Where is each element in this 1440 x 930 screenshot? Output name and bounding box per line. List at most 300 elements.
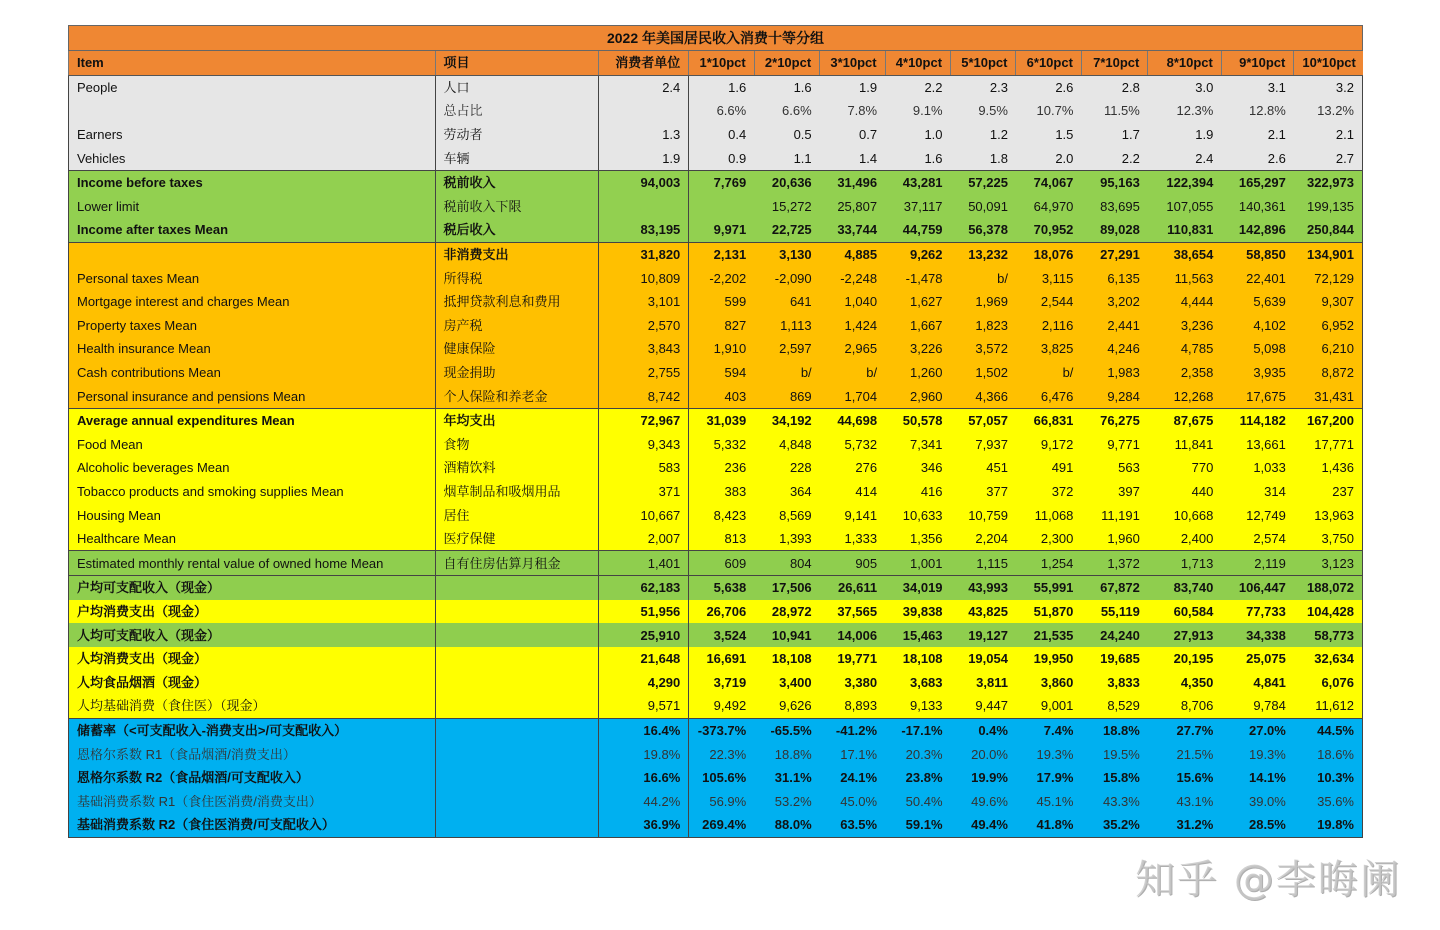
item-label-en: Healthcare Mean <box>69 527 436 551</box>
value-decile-4: 43,281 <box>885 170 950 194</box>
value-decile-3: 44,698 <box>820 408 885 432</box>
value-decile-4: 15,463 <box>885 623 950 647</box>
column-header: 5*10pct <box>951 51 1016 76</box>
value-decile-3: 2,965 <box>820 337 885 361</box>
column-header: 4*10pct <box>885 51 950 76</box>
value-decile-1: 1,910 <box>689 337 754 361</box>
item-label-zh: 现金捐助 <box>435 361 598 385</box>
value-decile-9: 2,574 <box>1221 527 1294 551</box>
item-label-zh <box>435 694 598 718</box>
value-decile-2: b/ <box>754 361 819 385</box>
value-decile-6: 17.9% <box>1016 766 1081 790</box>
table-row <box>69 789 1363 813</box>
item-label-en: Personal insurance and pensions Mean <box>69 384 436 408</box>
value-decile-5: 56,378 <box>951 218 1016 242</box>
table-row <box>69 123 1363 147</box>
value-decile-3: 905 <box>820 551 885 576</box>
value-decile-5: b/ <box>951 266 1016 290</box>
table-row <box>69 576 1363 600</box>
item-label-en: Vehicles <box>69 146 436 170</box>
item-label-en: Housing Mean <box>69 503 436 527</box>
item-label-zh: 个人保险和养老金 <box>435 384 598 408</box>
value-decile-2: 0.5 <box>754 123 819 147</box>
value-decile-9: 1,033 <box>1221 456 1294 480</box>
table-row <box>69 170 1363 194</box>
item-label-en <box>69 99 436 123</box>
value-decile-9: 12,749 <box>1221 503 1294 527</box>
value-decile-9: 39.0% <box>1221 789 1294 813</box>
value-decile-1: 813 <box>689 527 754 551</box>
table-row <box>69 551 1363 576</box>
column-header: Item <box>69 51 436 76</box>
value-decile-3: 4,885 <box>820 242 885 266</box>
value-decile-8: 10,668 <box>1148 503 1222 527</box>
column-header: 1*10pct <box>689 51 754 76</box>
value-decile-8: 43.1% <box>1148 789 1222 813</box>
value-decile-8: 11,563 <box>1148 266 1222 290</box>
value-all-units: 31,820 <box>598 242 689 266</box>
value-decile-1: 403 <box>689 384 754 408</box>
value-decile-1: 31,039 <box>689 408 754 432</box>
value-decile-10: 44.5% <box>1294 718 1363 742</box>
item-label-en: Income after taxes Mean <box>69 218 436 242</box>
value-decile-9: 27.0% <box>1221 718 1294 742</box>
table-row <box>69 813 1363 837</box>
value-decile-9: 58,850 <box>1221 242 1294 266</box>
item-label-zh: 健康保险 <box>435 337 598 361</box>
value-decile-1: 383 <box>689 480 754 504</box>
value-decile-3: b/ <box>820 361 885 385</box>
table-row <box>69 694 1363 718</box>
value-decile-9: 13,661 <box>1221 433 1294 457</box>
value-decile-2: 8,569 <box>754 503 819 527</box>
value-decile-7: 2,441 <box>1081 314 1147 338</box>
table-row <box>69 266 1363 290</box>
value-all-units: 3,843 <box>598 337 689 361</box>
value-decile-2: 53.2% <box>754 789 819 813</box>
value-decile-4: 1,356 <box>885 527 950 551</box>
value-decile-2: 1.6 <box>754 75 819 99</box>
value-decile-5: 1,502 <box>951 361 1016 385</box>
value-decile-4: 416 <box>885 480 950 504</box>
value-decile-4: 50.4% <box>885 789 950 813</box>
value-decile-8: 2,400 <box>1148 527 1222 551</box>
value-all-units: 1.9 <box>598 146 689 170</box>
value-decile-6: 2,300 <box>1016 527 1081 551</box>
value-decile-3: 9,141 <box>820 503 885 527</box>
value-decile-3: 63.5% <box>820 813 885 837</box>
item-label-en: 储蓄率（<可支配收入-消费支出>/可支配收入） <box>69 718 436 742</box>
item-label-zh <box>435 789 598 813</box>
value-decile-4: 10,633 <box>885 503 950 527</box>
item-label-en: 恩格尔系数 R1（食品烟酒/消费支出） <box>69 742 436 766</box>
value-decile-10: 58,773 <box>1294 623 1363 647</box>
value-decile-4: 1,627 <box>885 290 950 314</box>
value-all-units: 2,755 <box>598 361 689 385</box>
value-decile-2: 804 <box>754 551 819 576</box>
value-decile-6: 1.5 <box>1016 123 1081 147</box>
value-decile-4: 20.3% <box>885 742 950 766</box>
column-header: 10*10pct <box>1294 51 1363 76</box>
value-decile-1: 16,691 <box>689 647 754 671</box>
value-decile-10: 167,200 <box>1294 408 1363 432</box>
value-decile-1: 56.9% <box>689 789 754 813</box>
value-decile-7: 89,028 <box>1081 218 1147 242</box>
item-label-en: Tobacco products and smoking supplies Mean <box>69 480 436 504</box>
value-decile-8: 107,055 <box>1148 195 1222 219</box>
value-decile-4: 1,260 <box>885 361 950 385</box>
value-decile-7: 1.7 <box>1081 123 1147 147</box>
value-decile-5: 19,054 <box>951 647 1016 671</box>
value-decile-8: 110,831 <box>1148 218 1222 242</box>
value-all-units <box>598 195 689 219</box>
value-decile-6: 2.6 <box>1016 75 1081 99</box>
value-decile-5: 7,937 <box>951 433 1016 457</box>
value-decile-10: 17,771 <box>1294 433 1363 457</box>
value-decile-3: 1,040 <box>820 290 885 314</box>
value-decile-9: 25,075 <box>1221 647 1294 671</box>
value-decile-3: 45.0% <box>820 789 885 813</box>
value-decile-10: 8,872 <box>1294 361 1363 385</box>
value-decile-2: 4,848 <box>754 433 819 457</box>
value-decile-3: 31,496 <box>820 170 885 194</box>
value-decile-8: 12.3% <box>1148 99 1222 123</box>
item-label-zh <box>435 576 598 600</box>
value-decile-9: 9,784 <box>1221 694 1294 718</box>
value-decile-5: 4,366 <box>951 384 1016 408</box>
table-row <box>69 361 1363 385</box>
table-row <box>69 75 1363 99</box>
value-all-units <box>598 99 689 123</box>
value-decile-8: 122,394 <box>1148 170 1222 194</box>
table-row <box>69 99 1363 123</box>
value-decile-7: 9,771 <box>1081 433 1147 457</box>
value-decile-1: 0.4 <box>689 123 754 147</box>
value-decile-6: 9,172 <box>1016 433 1081 457</box>
value-decile-9: 12.8% <box>1221 99 1294 123</box>
value-decile-1: 22.3% <box>689 742 754 766</box>
value-decile-2: 31.1% <box>754 766 819 790</box>
value-decile-4: 1,001 <box>885 551 950 576</box>
value-all-units: 36.9% <box>598 813 689 837</box>
value-decile-2: 17,506 <box>754 576 819 600</box>
value-decile-10: 322,973 <box>1294 170 1363 194</box>
item-label-zh: 酒精饮料 <box>435 456 598 480</box>
value-decile-4: 3,683 <box>885 670 950 694</box>
item-label-zh: 人口 <box>435 75 598 99</box>
value-all-units: 25,910 <box>598 623 689 647</box>
value-decile-7: 11,191 <box>1081 503 1147 527</box>
item-label-zh: 税前收入 <box>435 170 598 194</box>
value-decile-7: 24,240 <box>1081 623 1147 647</box>
value-decile-3: 1.9 <box>820 75 885 99</box>
value-decile-1 <box>689 195 754 219</box>
table-row <box>69 314 1363 338</box>
value-decile-9: 106,447 <box>1221 576 1294 600</box>
value-decile-10: 11,612 <box>1294 694 1363 718</box>
column-header: 8*10pct <box>1148 51 1222 76</box>
value-decile-8: 4,350 <box>1148 670 1222 694</box>
table-row <box>69 670 1363 694</box>
value-decile-9: 5,639 <box>1221 290 1294 314</box>
value-decile-7: 76,275 <box>1081 408 1147 432</box>
value-decile-9: 34,338 <box>1221 623 1294 647</box>
value-decile-5: 43,825 <box>951 600 1016 624</box>
value-decile-2: 15,272 <box>754 195 819 219</box>
value-decile-2: 3,130 <box>754 242 819 266</box>
value-decile-10: 35.6% <box>1294 789 1363 813</box>
value-all-units: 2,570 <box>598 314 689 338</box>
value-all-units: 19.8% <box>598 742 689 766</box>
value-decile-1: -2,202 <box>689 266 754 290</box>
value-decile-2: 2,597 <box>754 337 819 361</box>
item-label-en: Cash contributions Mean <box>69 361 436 385</box>
value-decile-8: 27,913 <box>1148 623 1222 647</box>
value-decile-6: 6,476 <box>1016 384 1081 408</box>
value-decile-8: 15.6% <box>1148 766 1222 790</box>
value-decile-9: 4,102 <box>1221 314 1294 338</box>
column-header-row <box>69 51 1363 76</box>
value-all-units: 10,667 <box>598 503 689 527</box>
value-decile-10: 104,428 <box>1294 600 1363 624</box>
item-label-zh: 所得税 <box>435 266 598 290</box>
item-label-zh <box>435 718 598 742</box>
value-decile-8: 2,358 <box>1148 361 1222 385</box>
value-decile-5: 377 <box>951 480 1016 504</box>
value-decile-3: 26,611 <box>820 576 885 600</box>
value-decile-8: 27.7% <box>1148 718 1222 742</box>
value-decile-8: 2.4 <box>1148 146 1222 170</box>
value-decile-1: 594 <box>689 361 754 385</box>
value-decile-7: 15.8% <box>1081 766 1147 790</box>
value-decile-8: 3,236 <box>1148 314 1222 338</box>
value-decile-6: b/ <box>1016 361 1081 385</box>
value-decile-7: 8,529 <box>1081 694 1147 718</box>
value-decile-4: 9,262 <box>885 242 950 266</box>
table-row <box>69 623 1363 647</box>
value-decile-1: 2,131 <box>689 242 754 266</box>
table-row <box>69 503 1363 527</box>
value-decile-7: 55,119 <box>1081 600 1147 624</box>
value-decile-2: 18,108 <box>754 647 819 671</box>
value-decile-9: 17,675 <box>1221 384 1294 408</box>
value-decile-1: 236 <box>689 456 754 480</box>
value-decile-1: 8,423 <box>689 503 754 527</box>
value-decile-6: 3,115 <box>1016 266 1081 290</box>
value-decile-4: 23.8% <box>885 766 950 790</box>
value-decile-5: 0.4% <box>951 718 1016 742</box>
value-decile-4: 7,341 <box>885 433 950 457</box>
item-label-en: 基础消费系数 R1（食住医消费/消费支出） <box>69 789 436 813</box>
item-label-en: Property taxes Mean <box>69 314 436 338</box>
value-decile-9: 2,119 <box>1221 551 1294 576</box>
value-decile-9: 140,361 <box>1221 195 1294 219</box>
item-label-zh <box>435 813 598 837</box>
table-row <box>69 718 1363 742</box>
value-decile-9: 3.1 <box>1221 75 1294 99</box>
column-header: 7*10pct <box>1081 51 1147 76</box>
value-decile-5: 3,811 <box>951 670 1016 694</box>
item-label-zh <box>435 600 598 624</box>
value-decile-9: 114,182 <box>1221 408 1294 432</box>
value-decile-3: 24.1% <box>820 766 885 790</box>
value-decile-10: 3.2 <box>1294 75 1363 99</box>
value-decile-10: 2.1 <box>1294 123 1363 147</box>
table-row <box>69 218 1363 242</box>
value-decile-7: 43.3% <box>1081 789 1147 813</box>
value-decile-6: 51,870 <box>1016 600 1081 624</box>
value-decile-8: 440 <box>1148 480 1222 504</box>
value-decile-1: 599 <box>689 290 754 314</box>
value-decile-5: 9.5% <box>951 99 1016 123</box>
value-decile-7: 83,695 <box>1081 195 1147 219</box>
value-decile-3: 1,333 <box>820 527 885 551</box>
value-decile-3: 414 <box>820 480 885 504</box>
value-decile-1: 827 <box>689 314 754 338</box>
value-decile-6: 11,068 <box>1016 503 1081 527</box>
value-decile-7: 9,284 <box>1081 384 1147 408</box>
value-decile-1: 9,492 <box>689 694 754 718</box>
value-decile-7: 2.2 <box>1081 146 1147 170</box>
value-decile-5: 3,572 <box>951 337 1016 361</box>
value-decile-6: 18,076 <box>1016 242 1081 266</box>
value-decile-1: 3,719 <box>689 670 754 694</box>
table-row <box>69 337 1363 361</box>
value-decile-6: 9,001 <box>1016 694 1081 718</box>
value-decile-2: 641 <box>754 290 819 314</box>
value-decile-2: 34,192 <box>754 408 819 432</box>
table-row <box>69 195 1363 219</box>
value-decile-5: 1,823 <box>951 314 1016 338</box>
value-decile-7: 67,872 <box>1081 576 1147 600</box>
value-decile-8: 87,675 <box>1148 408 1222 432</box>
value-decile-5: 43,993 <box>951 576 1016 600</box>
table-row <box>69 290 1363 314</box>
table-row <box>69 480 1363 504</box>
item-label-zh: 非消费支出 <box>435 242 598 266</box>
value-decile-8: 1,713 <box>1148 551 1222 576</box>
value-decile-5: 1,969 <box>951 290 1016 314</box>
value-decile-7: 3,202 <box>1081 290 1147 314</box>
item-label-en: People <box>69 75 436 99</box>
value-decile-2: 28,972 <box>754 600 819 624</box>
value-decile-1: 3,524 <box>689 623 754 647</box>
value-decile-4: 59.1% <box>885 813 950 837</box>
value-decile-6: 3,825 <box>1016 337 1081 361</box>
value-decile-3: 7.8% <box>820 99 885 123</box>
value-decile-9: 165,297 <box>1221 170 1294 194</box>
value-decile-4: -17.1% <box>885 718 950 742</box>
value-all-units: 16.6% <box>598 766 689 790</box>
value-decile-2: 1,393 <box>754 527 819 551</box>
table-row <box>69 146 1363 170</box>
value-decile-4: 44,759 <box>885 218 950 242</box>
value-decile-3: 37,565 <box>820 600 885 624</box>
value-decile-3: 5,732 <box>820 433 885 457</box>
value-decile-5: 1.8 <box>951 146 1016 170</box>
value-decile-6: 66,831 <box>1016 408 1081 432</box>
table-body <box>69 75 1363 837</box>
value-decile-3: 1,704 <box>820 384 885 408</box>
value-decile-5: 20.0% <box>951 742 1016 766</box>
watermark: 知乎 @李晦阑 <box>1135 857 1402 903</box>
value-decile-2: 869 <box>754 384 819 408</box>
item-label-zh: 车辆 <box>435 146 598 170</box>
item-label-zh: 税后收入 <box>435 218 598 242</box>
value-decile-3: 3,380 <box>820 670 885 694</box>
value-decile-8: 1.9 <box>1148 123 1222 147</box>
value-decile-4: -1,478 <box>885 266 950 290</box>
item-label-en: 人均基础消费（食住医）（现金） <box>69 694 436 718</box>
value-decile-5: 1,115 <box>951 551 1016 576</box>
item-label-en: Income before taxes <box>69 170 436 194</box>
value-decile-3: 1.4 <box>820 146 885 170</box>
item-label-en: 人均食品烟酒（现金） <box>69 670 436 694</box>
value-decile-5: 57,057 <box>951 408 1016 432</box>
table-row <box>69 408 1363 432</box>
value-decile-5: 19.9% <box>951 766 1016 790</box>
value-decile-2: 22,725 <box>754 218 819 242</box>
value-all-units: 10,809 <box>598 266 689 290</box>
value-decile-1: 105.6% <box>689 766 754 790</box>
value-decile-5: 57,225 <box>951 170 1016 194</box>
value-decile-6: 3,860 <box>1016 670 1081 694</box>
value-decile-4: 2,960 <box>885 384 950 408</box>
item-label-en: Lower limit <box>69 195 436 219</box>
value-all-units: 72,967 <box>598 408 689 432</box>
item-label-zh <box>435 647 598 671</box>
value-decile-10: 18.6% <box>1294 742 1363 766</box>
value-decile-7: 1,960 <box>1081 527 1147 551</box>
column-header: 消费者单位 <box>598 51 689 76</box>
value-decile-3: -2,248 <box>820 266 885 290</box>
value-decile-2: 228 <box>754 456 819 480</box>
value-decile-2: 6.6% <box>754 99 819 123</box>
column-header: 项目 <box>435 51 598 76</box>
value-decile-8: 20,195 <box>1148 647 1222 671</box>
value-all-units: 9,571 <box>598 694 689 718</box>
item-label-en: Health insurance Mean <box>69 337 436 361</box>
value-decile-6: 2,544 <box>1016 290 1081 314</box>
value-decile-9: 314 <box>1221 480 1294 504</box>
value-decile-4: 34,019 <box>885 576 950 600</box>
column-header: 2*10pct <box>754 51 819 76</box>
value-decile-4: 346 <box>885 456 950 480</box>
value-decile-10: 19.8% <box>1294 813 1363 837</box>
value-decile-1: -373.7% <box>689 718 754 742</box>
value-decile-2: 20,636 <box>754 170 819 194</box>
item-label-zh: 房产税 <box>435 314 598 338</box>
value-decile-5: 2,204 <box>951 527 1016 551</box>
item-label-zh: 食物 <box>435 433 598 457</box>
item-label-zh <box>435 623 598 647</box>
column-header: 6*10pct <box>1016 51 1081 76</box>
value-decile-8: 21.5% <box>1148 742 1222 766</box>
item-label-zh: 年均支出 <box>435 408 598 432</box>
value-decile-3: 8,893 <box>820 694 885 718</box>
value-decile-10: 3,750 <box>1294 527 1363 551</box>
value-decile-8: 60,584 <box>1148 600 1222 624</box>
value-decile-7: 1,372 <box>1081 551 1147 576</box>
value-decile-10: 237 <box>1294 480 1363 504</box>
value-decile-5: 1.2 <box>951 123 1016 147</box>
value-decile-3: 0.7 <box>820 123 885 147</box>
item-label-zh: 总占比 <box>435 99 598 123</box>
value-decile-8: 4,444 <box>1148 290 1222 314</box>
value-decile-7: 11.5% <box>1081 99 1147 123</box>
item-label-en: Alcoholic beverages Mean <box>69 456 436 480</box>
value-decile-7: 2.8 <box>1081 75 1147 99</box>
